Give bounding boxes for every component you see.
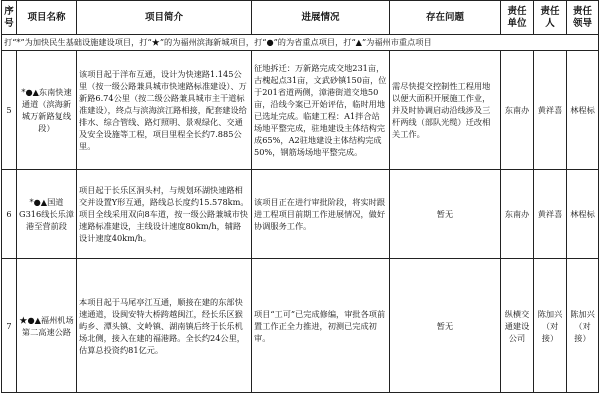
row-intro: 该项目起于洋布互通，设计为快速路1.145公里（按一级公路兼具城市快速路标准建设）、万新路6.74公里（按二级公路兼具城市主干道标准建设），终点与滨海滨江路相接，配套建设给排水、综合管线、路灯照明、景观绿化、交通及安全设施等工程，项目里程全长约7.885公里。 <box>77 51 252 170</box>
row-progress: 项目“工可”已完成修编，审批各项前置工作正全力推进，初测已完成初审。 <box>252 259 390 393</box>
row-person: 黄祥喜 <box>534 170 567 259</box>
header-progress: 进展情况 <box>252 1 390 35</box>
row-unit: 东南办 <box>501 51 534 170</box>
header-unit: 责任单位 <box>501 1 534 35</box>
row-person: 陈加兴（对接） <box>534 259 567 393</box>
row-no: 7 <box>2 259 17 393</box>
row-unit: 纵横交通建设公司 <box>501 259 534 393</box>
row-progress: 征地拆迁：万新路完成交地231亩，古槐起点31亩，文武砂镇150亩，位于201省道两侧，漳港街道交地50亩，沿线今案已开始评估，临时用地已选址完成。临建工程：A1拌合站场地平整完成，驻地建设主体结构完成65%，A2驻地建设主体结构完成50%，钢筋场场地平整完成。 <box>252 51 390 170</box>
row-issues: 需尽快提交控制性工程用地以便大面积开展施工作业，并及时协调启动沿线涉及三杆两线（部队光缆）迁改相关工作。 <box>390 51 501 170</box>
header-name: 项目名称 <box>17 1 77 35</box>
row-unit: 东南办 <box>501 170 534 259</box>
project-table <box>1 0 599 393</box>
legend-note-row <box>2 35 599 51</box>
row-intro: 本项目起于马尾亭江互通，顺接在建的东部快速通道，设闽安特大桥跨越闽江，经长乐区猴屿乡、潭头镇、文岭镇、湖南镇后终于长乐机场北侧，接入在建的福港路。全长约24公里，估算总投资约81亿元。 <box>77 259 252 393</box>
header-leader: 责任领导 <box>567 1 599 35</box>
table-row <box>2 259 599 393</box>
row-project-name: ★●▲福州机场第二高速公路 <box>17 259 77 393</box>
header-issues: 存在问题 <box>390 1 501 35</box>
row-intro: 项目起于长乐区洞头村，与规划环湖快速路相交并设置Y形互通，路线总长度约15.578km。项目全线采用双向8车道，按一级公路兼城市快速路标准建设，主线设计速度80km/h，辅路设计速度40km/h。 <box>77 170 252 259</box>
header-row <box>2 1 599 35</box>
row-project-name: *●▲国道G316线长乐漳港至营前段 <box>17 170 77 259</box>
header-person: 责任人 <box>534 1 567 35</box>
row-leader: 林程标 <box>567 51 599 170</box>
row-no: 6 <box>2 170 17 259</box>
row-leader: 陈加兴（对接） <box>567 259 599 393</box>
row-progress: 该项目正在进行审批阶段，将实时跟进工程项目前期工作进展情况，做好协调服务工作。 <box>252 170 390 259</box>
row-issues: 暂无 <box>390 259 501 393</box>
table-row <box>2 51 599 170</box>
table-row <box>2 170 599 259</box>
row-no: 5 <box>2 51 17 170</box>
legend-note: 打“*”为加快民生基础设施建设项目，打“★”的为福州滨海新城项目，打“●”的为省重点项目，打“▲”为福州市重点项目 <box>2 35 599 51</box>
row-person: 黄祥喜 <box>534 51 567 170</box>
row-leader: 林程标 <box>567 170 599 259</box>
row-project-name: *●▲东南快速通道（滨海新城万新路复线段） <box>17 51 77 170</box>
header-no: 序号 <box>2 1 17 35</box>
header-intro: 项目简介 <box>77 1 252 35</box>
row-issues: 暂无 <box>390 170 501 259</box>
